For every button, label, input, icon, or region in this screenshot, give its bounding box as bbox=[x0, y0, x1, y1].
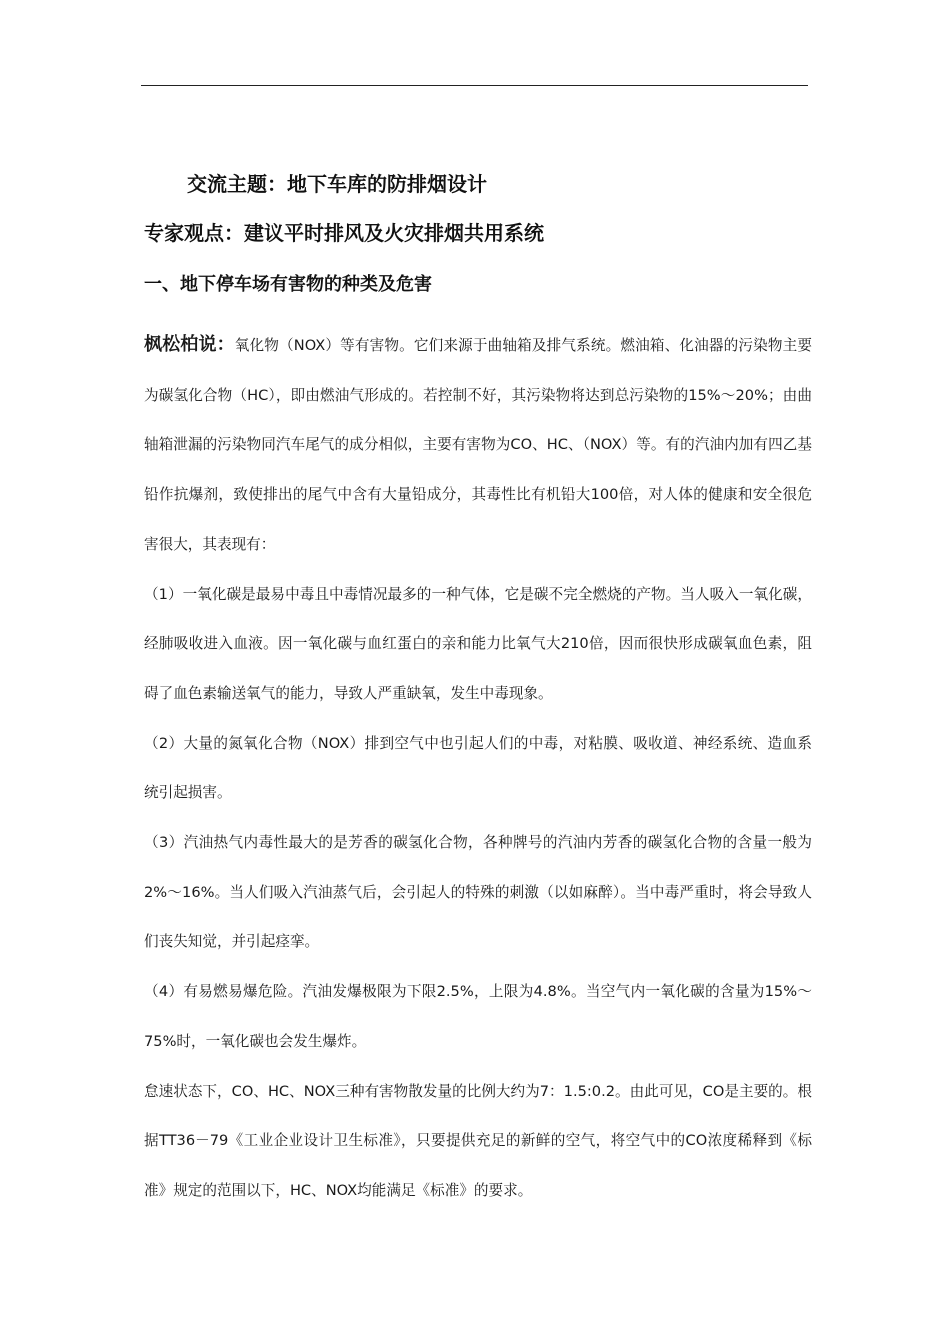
header-rule bbox=[141, 85, 808, 86]
expert-view-heading: 专家观点：建议平时排风及火灾排烟共用系统 bbox=[144, 221, 544, 245]
harm-item-1: （1）一氧化碳是最易中毒且中毒情况最多的一种气体，它是碳不完全燃烧的产物。当人吸入一氧化碳，经肺吸收进入血液。因一氧化碳与血红蛋白的亲和能力比氧气大210倍，因而很快形成碳氧血色素，阻碍了血色素输送氧气的能力，导致人严重缺氧，发生中毒现象。 bbox=[144, 585, 812, 702]
conclusion-paragraph: 怠速状态下，CO、HC、NOX三种有害物散发量的比例大约为7：1.5:0.2。由此可见，CO是主要的。根据TT36－79《工业企业设计卫生标准》，只要提供充足的新鲜的空气，将空气中的CO浓度稀释到《标准》规定的范围以下，HC、NOX均能满足《标准》的要求。 bbox=[144, 1082, 812, 1199]
section-heading: 一、地下停车场有害物的种类及危害 bbox=[144, 274, 432, 295]
harm-item-3: （3）汽油热气内毒性最大的是芳香的碳氢化合物，各种牌号的汽油内芳香的碳氢化合物的含量一般为2%～16%。当人们吸入汽油蒸气后，会引起人的特殊的刺激（以如麻醉）。当中毒严重时，将会导致人们丧失知觉，并引起痉挛。 bbox=[144, 834, 812, 951]
document-body bbox=[144, 320, 812, 1216]
topic-title: 交流主题：地下车库的防排烟设计 bbox=[187, 172, 487, 196]
speaker-label: 枫松柏说： bbox=[144, 334, 235, 355]
harm-item-2: （2）大量的氮氧化合物（NOX）排到空气中也引起人们的中毒，对粘膜、吸收道、神经系统、造血系统引起损害。 bbox=[144, 734, 812, 802]
intro-text: 氧化物（NOX）等有害物。它们来源于曲轴箱及排气系统。燃油箱、化油器的污染物主要为碳氢化合物（HC），即由燃油气形成的。若控制不好，其污染物将达到总污染物的15%～20%；由曲轴箱泄漏的污染物同汽车尾气的成分相似，主要有害物为CO、HC、（NOX）等。有的汽油内加有四乙基铅作抗爆剂，致使排出的尾气中含有大量铅成分，其毒性比有机铅大100倍，对人体的健康和安全很危害很大，其表现有： bbox=[144, 337, 812, 553]
intro-paragraph bbox=[144, 320, 812, 570]
harm-item-4: （4）有易燃易爆危险。汽油发爆极限为下限2.5%，上限为4.8%。当空气内一氧化碳的含量为15%～75%时，一氧化碳也会发生爆炸。 bbox=[144, 983, 812, 1050]
